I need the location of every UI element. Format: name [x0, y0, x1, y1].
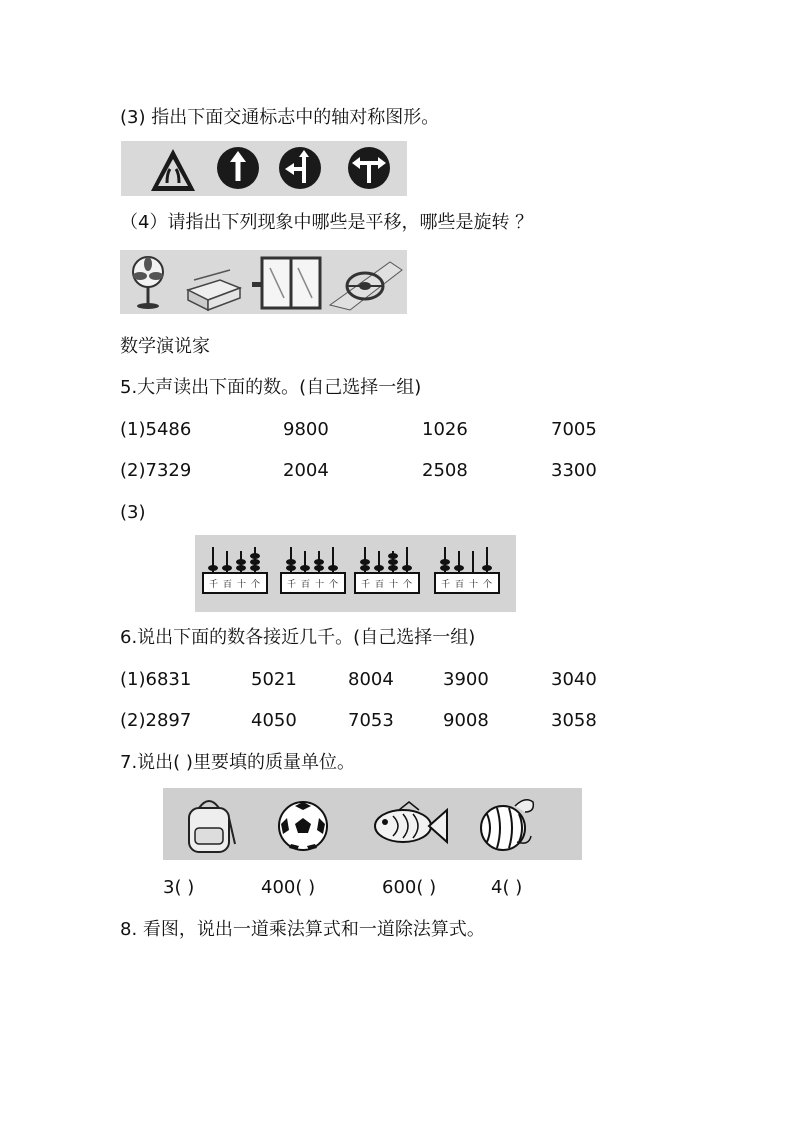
abacus-label: 个 [329, 580, 339, 590]
left-right-turn-sign-icon [348, 147, 390, 189]
q7-answer-blank[interactable]: 400( ) [261, 877, 316, 898]
q5-row2-item: 3300 [551, 460, 597, 481]
fish-icon [375, 802, 447, 842]
abacus-label: 个 [483, 580, 493, 590]
q7-answer-blank[interactable]: 3( ) [163, 877, 195, 898]
warning-triangle-sign-icon [151, 149, 195, 191]
mass-units-image [163, 788, 582, 860]
q5-row2-item: (2)7329 [120, 460, 192, 481]
watermelon-icon [481, 800, 533, 850]
q5-row2-item: 2004 [283, 460, 329, 481]
abacus-label: 千 [361, 580, 371, 590]
abacus-label: 十 [389, 580, 399, 590]
straight-arrow-sign-icon [217, 147, 259, 189]
q7-answer-blank[interactable]: 4( ) [491, 877, 523, 898]
abacus-image [195, 535, 516, 612]
abacus-label: 十 [237, 580, 247, 590]
electric-fan-icon [133, 257, 163, 309]
left-turn-sign-icon [279, 147, 321, 189]
q6-row2-item: (2)2897 [120, 710, 192, 731]
q7-answer-blank[interactable]: 600( ) [382, 877, 437, 898]
backpack-icon [189, 801, 235, 852]
abacus-label: 百 [223, 580, 233, 590]
q5-row1-item: 9800 [283, 419, 329, 440]
drawer-icon [188, 270, 240, 310]
abacus-label: 千 [287, 580, 297, 590]
q4-title: （4）请指出下列现象中哪些是平移，哪些是旋转 ？ [120, 212, 534, 233]
q5-row2-item: 2508 [422, 460, 468, 481]
q6-row2-item: 3058 [551, 710, 597, 731]
q6-row1-item: 8004 [348, 669, 394, 690]
q3-title: (3) 指出下面交通标志中的轴对称图形。 [120, 107, 440, 128]
q6-row2-item: 4050 [251, 710, 297, 731]
q6-row1-item: (1)6831 [120, 669, 192, 690]
abacus-label: 个 [403, 580, 413, 590]
abacus-label: 百 [301, 580, 311, 590]
translation-rotation-image [120, 250, 407, 314]
q6-title: 6.说出下面的数各接近几千。(自己选择一组) [120, 627, 476, 648]
abacus-label: 千 [209, 580, 219, 590]
steering-wheel-icon [330, 262, 402, 310]
abacus-label: 百 [375, 580, 385, 590]
abacus-label: 十 [315, 580, 325, 590]
abacus-label: 个 [251, 580, 261, 590]
q6-row2-item: 9008 [443, 710, 489, 731]
soccer-ball-icon [279, 802, 327, 850]
q5-row1-item: 7005 [551, 419, 597, 440]
q5-title: 5.大声读出下面的数。(自己选择一组) [120, 377, 422, 398]
q6-row1-item: 5021 [251, 669, 297, 690]
q7-title: 7.说出( )里要填的质量单位。 [120, 752, 355, 773]
q8-title: 8. 看图，说出一道乘法算式和一道除法算式。 [120, 919, 485, 940]
q5-row3-label: (3) [120, 502, 146, 523]
abacus-label: 百 [455, 580, 465, 590]
sliding-window-icon [252, 258, 320, 308]
q6-row2-item: 7053 [348, 710, 394, 731]
section-title: 数学演说家 [120, 336, 210, 357]
q5-row1-item: (1)5486 [120, 419, 192, 440]
q5-row1-item: 1026 [422, 419, 468, 440]
traffic-signs-image [121, 141, 407, 196]
abacus-label: 十 [469, 580, 479, 590]
q6-row1-item: 3900 [443, 669, 489, 690]
q6-row1-item: 3040 [551, 669, 597, 690]
abacus-label: 千 [441, 580, 451, 590]
